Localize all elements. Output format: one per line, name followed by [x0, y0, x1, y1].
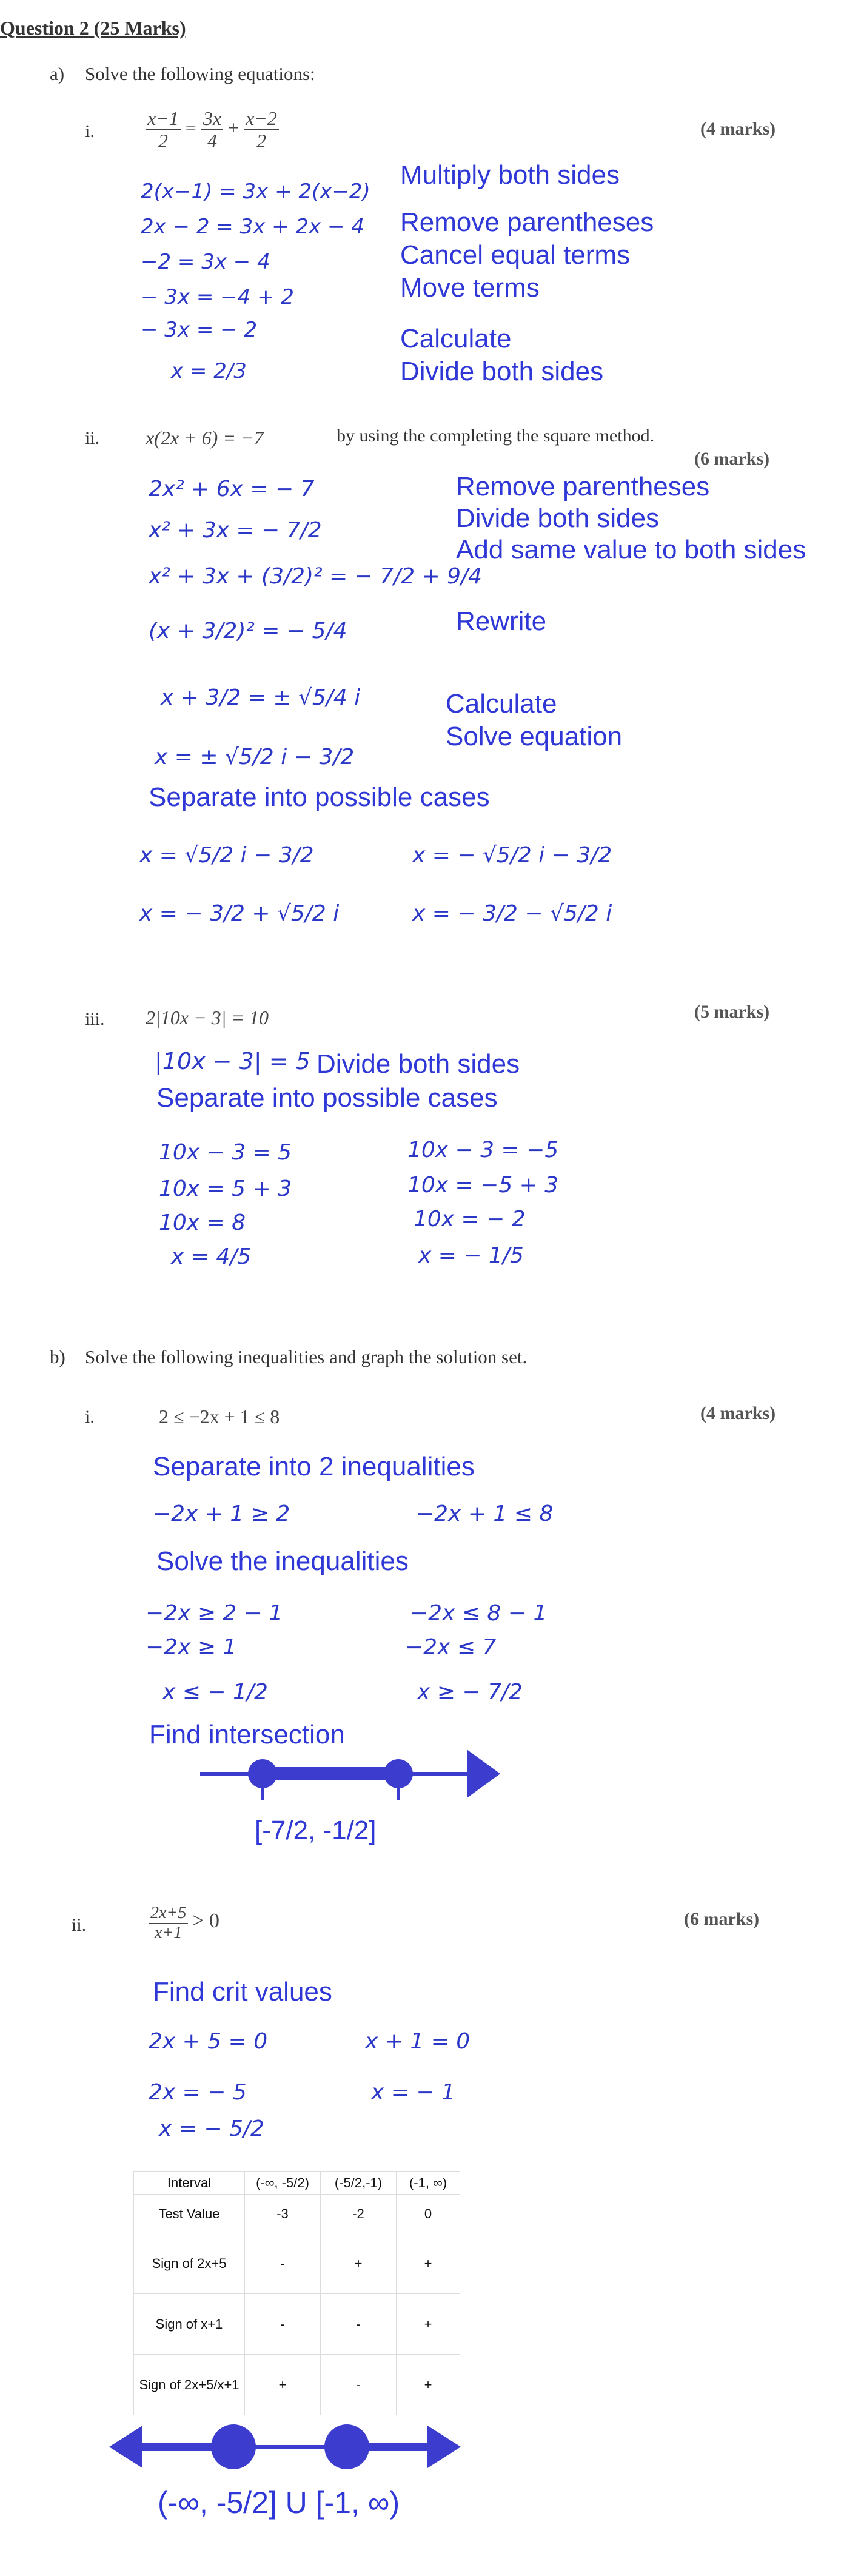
case-a-ii-1: x = √5/2 i − 3/2: [139, 843, 314, 868]
table-cell: 0: [397, 2195, 460, 2233]
note-b-i-intersect: Find intersection: [149, 1720, 345, 1749]
marks-b-i: (4 marks): [700, 1403, 776, 1423]
equation-a-i: $\frac{x-1}{2}$ = $\frac{3x}{4}$ + $\frac{x-2}{2}$: [146, 108, 279, 152]
table-row: [134, 2233, 460, 2294]
note-a-ii-5: Calculate: [446, 689, 557, 719]
part-b-instruction: Solve the following inequalities and graph the solution set.: [85, 1346, 528, 1367]
work-a-iii-left-1: 10x − 3 = 5: [159, 1140, 292, 1165]
work-b-i-left-1: −2x ≥ 2 − 1: [146, 1601, 283, 1626]
table-cell: Test Value: [134, 2195, 245, 2233]
note-a-i-3: Cancel equal terms: [400, 240, 631, 270]
work-b-i-split-right: −2x + 1 ≤ 8: [416, 1501, 554, 1526]
inequality-b-ii: $\frac{2x+5}{x+1}$ > 0: [149, 1904, 219, 1943]
number-line-b-ii: [109, 2420, 461, 2480]
table-row: [134, 2195, 460, 2233]
work-a-i-4: − 3x = −4 + 2: [141, 285, 295, 309]
work-a-i-3: −2 = 3x − 4: [141, 250, 270, 274]
work-a-ii-5: x + 3/2 = ± √5/4 i: [161, 685, 361, 710]
note-a-ii-1: Remove parentheses: [456, 472, 710, 501]
note-b-ii-crit: Find crit values: [153, 1977, 332, 2007]
sign-chart-table: [133, 2171, 460, 2415]
work-b-ii-right-1: x + 1 = 0: [365, 2029, 471, 2054]
work-a-i-5: − 3x = − 2: [141, 318, 258, 342]
method-a-ii: by using the completing the square method.: [337, 426, 655, 446]
work-b-i-left-3: x ≤ − 1/2: [162, 1680, 268, 1705]
note-a-i-4: Move terms: [400, 273, 540, 303]
table-cell: +: [245, 2355, 321, 2415]
work-a-iii-right-1: 10x − 3 = −5: [407, 1138, 559, 1162]
table-cell: -: [321, 2294, 397, 2355]
note-a-ii-4: Rewrite: [456, 606, 547, 636]
roman-a-iii: iii.: [85, 1009, 105, 1029]
table-cell: +: [397, 2294, 460, 2355]
part-a-label: a): [50, 63, 65, 84]
work-a-i-2: 2x − 2 = 3x + 2x − 4: [141, 215, 364, 239]
roman-a-ii: ii.: [85, 428, 100, 448]
work-a-ii-2: x² + 3x = − 7/2: [149, 518, 322, 543]
work-b-ii-left-1: 2x + 5 = 0: [149, 2029, 268, 2054]
arrow-right-icon: [427, 2426, 461, 2468]
table-header-row: [134, 2172, 460, 2195]
note-a-i-2: Remove parentheses: [400, 207, 654, 237]
equation-a-ii: x(2x + 6) = −7: [146, 427, 264, 449]
equation-a-iii: 2|10x − 3| = 10: [146, 1007, 269, 1028]
closed-endpoint-right: [384, 1759, 413, 1788]
roman-a-i: i.: [85, 121, 95, 141]
work-b-i-split-left: −2x + 1 ≥ 2: [153, 1501, 290, 1526]
work-a-i-1: 2(x−1) = 3x + 2(x−2): [141, 179, 370, 204]
case-a-ii-2: x = − √5/2 i − 3/2: [412, 843, 612, 868]
work-b-ii-left-2: 2x = − 5: [149, 2080, 247, 2105]
work-b-i-left-2: −2x ≥ 1: [146, 1635, 237, 1660]
work-b-i-right-3: x ≥ − 7/2: [417, 1680, 523, 1705]
table-cell: Sign of 2x+5/x+1: [134, 2355, 245, 2415]
table-cell: Sign of x+1: [134, 2294, 245, 2355]
marks-a-ii: (6 marks): [694, 449, 770, 469]
closed-endpoint-left: [211, 2424, 256, 2469]
cases-label-a-ii: Separate into possible cases: [149, 782, 490, 812]
work-b-ii-right-2: x = − 1: [371, 2080, 455, 2105]
marks-a-iii: (5 marks): [694, 1002, 770, 1022]
table-header-cell: Interval: [134, 2172, 245, 2195]
note-a-i-1: Multiply both sides: [400, 160, 620, 190]
work-a-iii-left-3: 10x = 8: [159, 1210, 246, 1235]
work-a-ii-4: (x + 3/2)² = − 5/4: [149, 619, 347, 643]
note-b-i-split: Separate into 2 inequalities: [153, 1452, 475, 1481]
note-a-iii-2: Separate into possible cases: [156, 1083, 498, 1113]
part-b-label: b): [50, 1346, 65, 1367]
work-a-iii-left-2: 10x = 5 + 3: [159, 1176, 292, 1201]
table-header-cell: (-1, ∞): [397, 2172, 460, 2195]
closed-endpoint-right: [324, 2424, 369, 2469]
table-cell: Sign of 2x+5: [134, 2233, 245, 2294]
table-cell: -: [245, 2294, 321, 2355]
work-a-ii-6: x = ± √5/2 i − 3/2: [155, 745, 355, 770]
table-cell: -: [321, 2355, 397, 2415]
work-a-iii-right-3: 10x = − 2: [414, 1207, 526, 1232]
note-a-i-6: Divide both sides: [400, 357, 604, 386]
work-a-i-6: x = 2/3: [171, 359, 247, 383]
note-a-ii-3: Add same value to both sides: [456, 535, 806, 565]
table-header-cell: (-∞, -5/2): [245, 2172, 321, 2195]
work-b-i-right-1: −2x ≤ 8 − 1: [410, 1601, 548, 1626]
work-b-i-right-2: −2x ≤ 7: [405, 1635, 497, 1660]
table-cell: -3: [245, 2195, 321, 2233]
table-cell: +: [321, 2233, 397, 2294]
table-cell: +: [397, 2233, 460, 2294]
work-a-iii-left-4: x = 4/5: [171, 1244, 252, 1269]
arrow-left-icon: [109, 2426, 142, 2468]
work-b-ii-left-3: x = − 5/2: [159, 2116, 264, 2141]
number-line-b-i: [200, 1746, 503, 1807]
work-a-ii-1: 2x² + 6x = − 7: [149, 477, 315, 501]
marks-a-i: (4 marks): [700, 119, 776, 139]
work-a-ii-3: x² + 3x + (3/2)² = − 7/2 + 9/4: [149, 564, 483, 589]
note-a-i-5: Calculate: [400, 324, 512, 354]
note-a-ii-6: Solve equation: [446, 722, 623, 751]
roman-b-ii: ii.: [72, 1915, 87, 1935]
work-a-iii-right-2: 10x = −5 + 3: [407, 1173, 559, 1198]
arrow-right-icon: [467, 1749, 500, 1798]
inequality-b-i: 2 ≤ −2x + 1 ≤ 8: [159, 1406, 280, 1427]
note-a-ii-2: Divide both sides: [456, 503, 660, 533]
closed-endpoint-left: [248, 1759, 277, 1788]
table-cell: -2: [321, 2195, 397, 2233]
table-cell: -: [245, 2233, 321, 2294]
table-cell: +: [397, 2355, 460, 2415]
note-b-i-solve: Solve the inequalities: [156, 1546, 409, 1576]
roman-b-i: i.: [85, 1407, 95, 1427]
table-row: [134, 2355, 460, 2415]
work-a-iii-right-4: x = − 1/5: [418, 1243, 524, 1268]
work-a-iii-1: |10x − 3| = 5: [155, 1048, 310, 1075]
case-a-ii-3: x = − 3/2 + √5/2 i: [139, 901, 340, 926]
question-title: Question 2 (25 Marks): [0, 17, 186, 39]
part-a-instruction: Solve the following equations:: [85, 63, 315, 84]
marks-b-ii: (6 marks): [684, 1909, 760, 1929]
table-row: [134, 2294, 460, 2355]
note-a-iii-1: Divide both sides: [316, 1049, 520, 1079]
interval-b-i: [-7/2, -1/2]: [255, 1816, 377, 1845]
case-a-ii-4: x = − 3/2 − √5/2 i: [412, 901, 612, 926]
table-header-cell: (-5/2,-1): [321, 2172, 397, 2195]
answer-b-ii: (-∞, -5/2] U [-1, ∞): [158, 2486, 400, 2520]
